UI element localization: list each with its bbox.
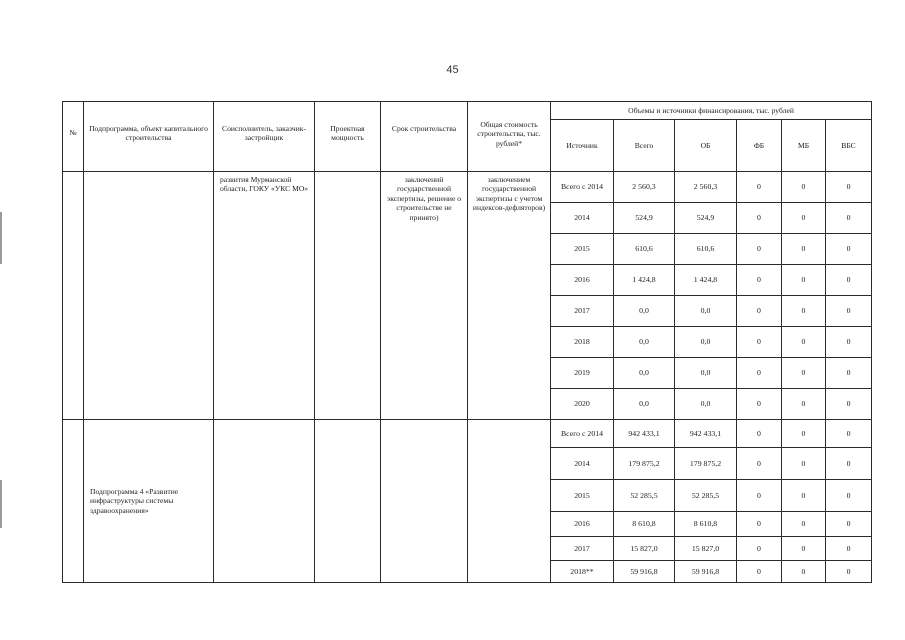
col-header-vbs: ВБС xyxy=(826,120,872,172)
cell-mb: 0 xyxy=(782,561,826,583)
cell-fb: 0 xyxy=(737,561,782,583)
cell-total: 59 916,8 xyxy=(614,561,675,583)
cell-vbs: 0 xyxy=(826,420,872,448)
cell-ob: 0,0 xyxy=(675,327,737,358)
cell-year: 2017 xyxy=(551,537,614,561)
cell-fb: 0 xyxy=(737,480,782,512)
col-header-source: Источник xyxy=(551,120,614,172)
cell-vbs: 0 xyxy=(826,448,872,480)
cell-ob: 1 424,8 xyxy=(675,265,737,296)
cell-year: 2014 xyxy=(551,203,614,234)
col-header-fb: ФБ xyxy=(737,120,782,172)
col-header-executor: Соисполнитель, заказчик-застройщик xyxy=(214,102,315,172)
cell-mb: 0 xyxy=(782,480,826,512)
col-header-ob: ОБ xyxy=(675,120,737,172)
cell-mb: 0 xyxy=(782,420,826,448)
cell-mb: 0 xyxy=(782,358,826,389)
cell-vbs: 0 xyxy=(826,327,872,358)
cell-mb: 0 xyxy=(782,389,826,420)
cell-year: 2014 xyxy=(551,448,614,480)
cell-ob: 0,0 xyxy=(675,296,737,327)
cell-year: Всего с 2014 xyxy=(551,172,614,203)
cell-vbs: 0 xyxy=(826,537,872,561)
cell-capacity xyxy=(315,420,381,583)
cell-fb: 0 xyxy=(737,265,782,296)
cell-ob: 52 285,5 xyxy=(675,480,737,512)
page-number: 45 xyxy=(446,64,459,76)
cell-year: 2015 xyxy=(551,234,614,265)
cell-mb: 0 xyxy=(782,265,826,296)
cell-year: 2017 xyxy=(551,296,614,327)
cell-year: 2018 xyxy=(551,327,614,358)
cell-mb: 0 xyxy=(782,172,826,203)
cell-mb: 0 xyxy=(782,203,826,234)
cell-total: 179 875,2 xyxy=(614,448,675,480)
cell-year: 2015 xyxy=(551,480,614,512)
cell-total-cost: заключением государственной экспертизы с учетом индексов-дефляторов) xyxy=(468,172,551,420)
cell-vbs: 0 xyxy=(826,172,872,203)
cell-vbs: 0 xyxy=(826,234,872,265)
scan-edge-mark-bottom xyxy=(0,480,2,528)
col-header-no: № xyxy=(63,102,84,172)
cell-total: 15 827,0 xyxy=(614,537,675,561)
col-header-total-cost: Общая стоимость строительства, тыс. рублей* xyxy=(468,102,551,172)
cell-vbs: 0 xyxy=(826,203,872,234)
col-header-financing-group: Объемы и источники финансирования, тыс. рублей xyxy=(551,102,872,120)
cell-total: 52 285,5 xyxy=(614,480,675,512)
cell-capacity xyxy=(315,172,381,420)
table-body xyxy=(63,102,872,583)
cell-term xyxy=(381,420,468,583)
cell-year: 2016 xyxy=(551,512,614,537)
cell-mb: 0 xyxy=(782,448,826,480)
header-row-group xyxy=(63,102,872,120)
cell-total: 0,0 xyxy=(614,296,675,327)
cell-fb: 0 xyxy=(737,358,782,389)
table-row xyxy=(63,420,872,448)
cell-fb: 0 xyxy=(737,327,782,358)
cell-mb: 0 xyxy=(782,537,826,561)
cell-ob: 2 560,3 xyxy=(675,172,737,203)
cell-fb: 0 xyxy=(737,389,782,420)
cell-mb: 0 xyxy=(782,296,826,327)
cell-subprogram: Подпрограмма 4 «Развитие инфраструктуры системы здравоохранения» xyxy=(84,420,214,583)
col-header-term: Срок строительства xyxy=(381,102,468,172)
cell-fb: 0 xyxy=(737,172,782,203)
cell-ob: 942 433,1 xyxy=(675,420,737,448)
cell-year: 2020 xyxy=(551,389,614,420)
cell-mb: 0 xyxy=(782,512,826,537)
cell-vbs: 0 xyxy=(826,561,872,583)
cell-vbs: 0 xyxy=(826,389,872,420)
cell-total: 0,0 xyxy=(614,327,675,358)
cell-mb: 0 xyxy=(782,234,826,265)
cell-fb: 0 xyxy=(737,234,782,265)
cell-year: Всего с 2014 xyxy=(551,420,614,448)
cell-fb: 0 xyxy=(737,512,782,537)
cell-total: 8 610,8 xyxy=(614,512,675,537)
cell-vbs: 0 xyxy=(826,296,872,327)
col-header-capacity: Проектная мощность xyxy=(315,102,381,172)
cell-no xyxy=(63,420,84,583)
cell-fb: 0 xyxy=(737,537,782,561)
cell-total: 0,0 xyxy=(614,358,675,389)
financing-table xyxy=(62,101,872,583)
col-header-total: Всего xyxy=(614,120,675,172)
cell-ob: 59 916,8 xyxy=(675,561,737,583)
scan-edge-mark-top xyxy=(0,212,2,264)
cell-fb: 0 xyxy=(737,203,782,234)
cell-subprogram xyxy=(84,172,214,420)
table-row xyxy=(63,172,872,203)
cell-vbs: 0 xyxy=(826,480,872,512)
cell-total: 942 433,1 xyxy=(614,420,675,448)
cell-vbs: 0 xyxy=(826,265,872,296)
cell-year: 2016 xyxy=(551,265,614,296)
cell-year: 2018** xyxy=(551,561,614,583)
cell-total: 0,0 xyxy=(614,389,675,420)
cell-year: 2019 xyxy=(551,358,614,389)
cell-ob: 8 610,8 xyxy=(675,512,737,537)
cell-fb: 0 xyxy=(737,296,782,327)
cell-vbs: 0 xyxy=(826,358,872,389)
col-header-mb: МБ xyxy=(782,120,826,172)
cell-total: 1 424,8 xyxy=(614,265,675,296)
cell-executor: развития Мурманской области, ГОКУ «УКС МО» xyxy=(214,172,315,420)
cell-ob: 179 875,2 xyxy=(675,448,737,480)
cell-ob: 524,9 xyxy=(675,203,737,234)
cell-no xyxy=(63,172,84,420)
cell-executor xyxy=(214,420,315,583)
cell-total: 524,9 xyxy=(614,203,675,234)
cell-fb: 0 xyxy=(737,420,782,448)
cell-vbs: 0 xyxy=(826,512,872,537)
cell-ob: 15 827,0 xyxy=(675,537,737,561)
cell-mb: 0 xyxy=(782,327,826,358)
cell-ob: 610,6 xyxy=(675,234,737,265)
cell-term: заключений государственной экспертизы, решение о строительстве не принято) xyxy=(381,172,468,420)
cell-ob: 0,0 xyxy=(675,358,737,389)
cell-total-cost xyxy=(468,420,551,583)
cell-ob: 0,0 xyxy=(675,389,737,420)
cell-fb: 0 xyxy=(737,448,782,480)
col-header-subprogram: Подпрограмма, объект капитального строительства xyxy=(84,102,214,172)
cell-total: 2 560,3 xyxy=(614,172,675,203)
cell-total: 610,6 xyxy=(614,234,675,265)
